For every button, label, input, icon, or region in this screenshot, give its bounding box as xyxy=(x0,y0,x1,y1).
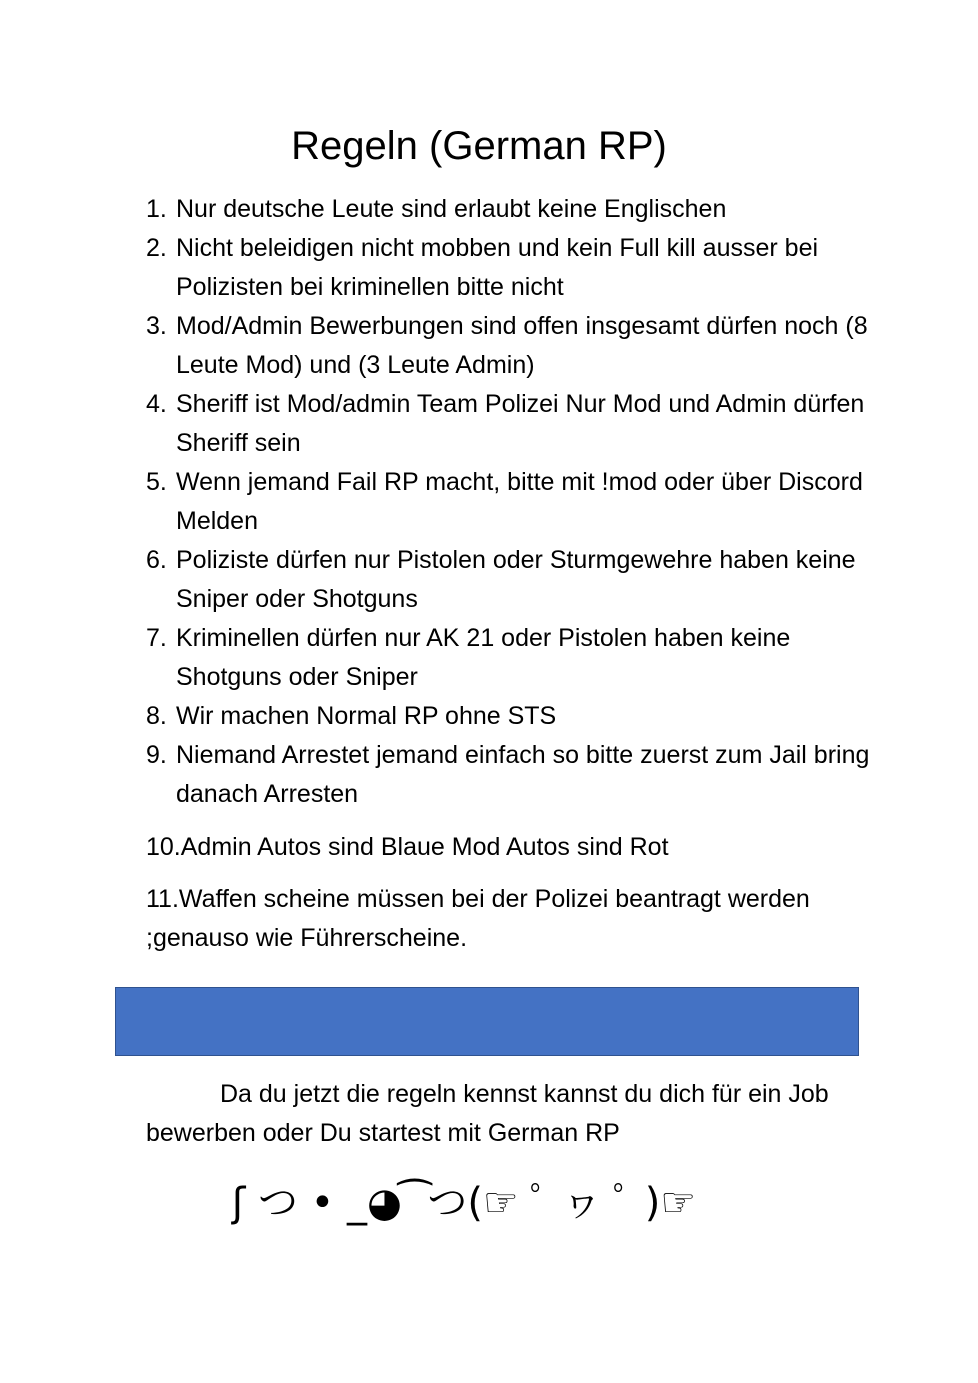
rule-text: Poliziste dürfen nur Pistolen oder Sturmgewehre haben keine Sniper oder Shotguns xyxy=(176,546,856,613)
rule-number: 6. xyxy=(146,546,167,574)
list-item xyxy=(146,736,876,814)
rule-text: Wir machen Normal RP ohne STS xyxy=(176,702,557,730)
rule-number: 2. xyxy=(146,234,167,262)
rule-number: 8. xyxy=(146,702,167,730)
rule-text: Nicht beleidigen nicht mobben und kein Full kill ausser bei Polizisten bei kriminellen bitte nicht xyxy=(176,234,819,301)
list-item xyxy=(146,697,876,736)
rule-number: 4. xyxy=(146,390,167,418)
list-item xyxy=(146,385,876,463)
rules-list xyxy=(146,190,876,814)
rule-text: Kriminellen dürfen nur AK 21 oder Pistolen haben keine Shotguns oder Sniper xyxy=(176,624,791,691)
list-item xyxy=(146,463,876,541)
page-title: Regeln (German RP) xyxy=(291,124,667,168)
rule-text: Sheriff ist Mod/admin Team Polizei Nur Mod und Admin dürfen Sheriff sein xyxy=(176,390,865,457)
list-item xyxy=(146,307,876,385)
list-item xyxy=(146,190,876,229)
blue-banner xyxy=(115,987,859,1056)
rule-text: Niemand Arrestet jemand einfach so bitte zuerst zum Jail bring danach Arresten xyxy=(176,741,870,808)
list-item xyxy=(146,619,876,697)
rule-text: Wenn jemand Fail RP macht, bitte mit !mod oder über Discord Melden xyxy=(176,468,863,535)
rule-11-text: 11.Waffen scheine müssen bei der Polizei beantragt werden ;genauso wie Führerscheine. xyxy=(146,885,810,952)
rule-number: 3. xyxy=(146,312,167,340)
rule-text: Nur deutsche Leute sind erlaubt keine Englischen xyxy=(176,195,727,223)
rule-10-text: 10.Admin Autos sind Blaue Mod Autos sind Rot xyxy=(146,833,669,861)
list-item xyxy=(146,229,876,307)
list-item xyxy=(146,541,876,619)
rule-text: Mod/Admin Bewerbungen sind offen insgesamt dürfen noch (8 Leute Mod) und (3 Leute Admin) xyxy=(176,312,868,379)
extra-rules xyxy=(146,828,876,971)
rule-number: 9. xyxy=(146,741,167,769)
rule-number: 7. xyxy=(146,624,167,652)
emoticon-text: ʃ つ • _◕ ͡ つ(☞ ﾟ ヮ ﾟ )☞ xyxy=(231,1180,697,1226)
rule-number: 5. xyxy=(146,468,167,496)
rule-number: 1. xyxy=(146,195,167,223)
closing-paragraph: Da du jetzt die regeln kennst kannst du dich für ein Job bewerben oder Du startest mit German RP xyxy=(146,1080,829,1147)
